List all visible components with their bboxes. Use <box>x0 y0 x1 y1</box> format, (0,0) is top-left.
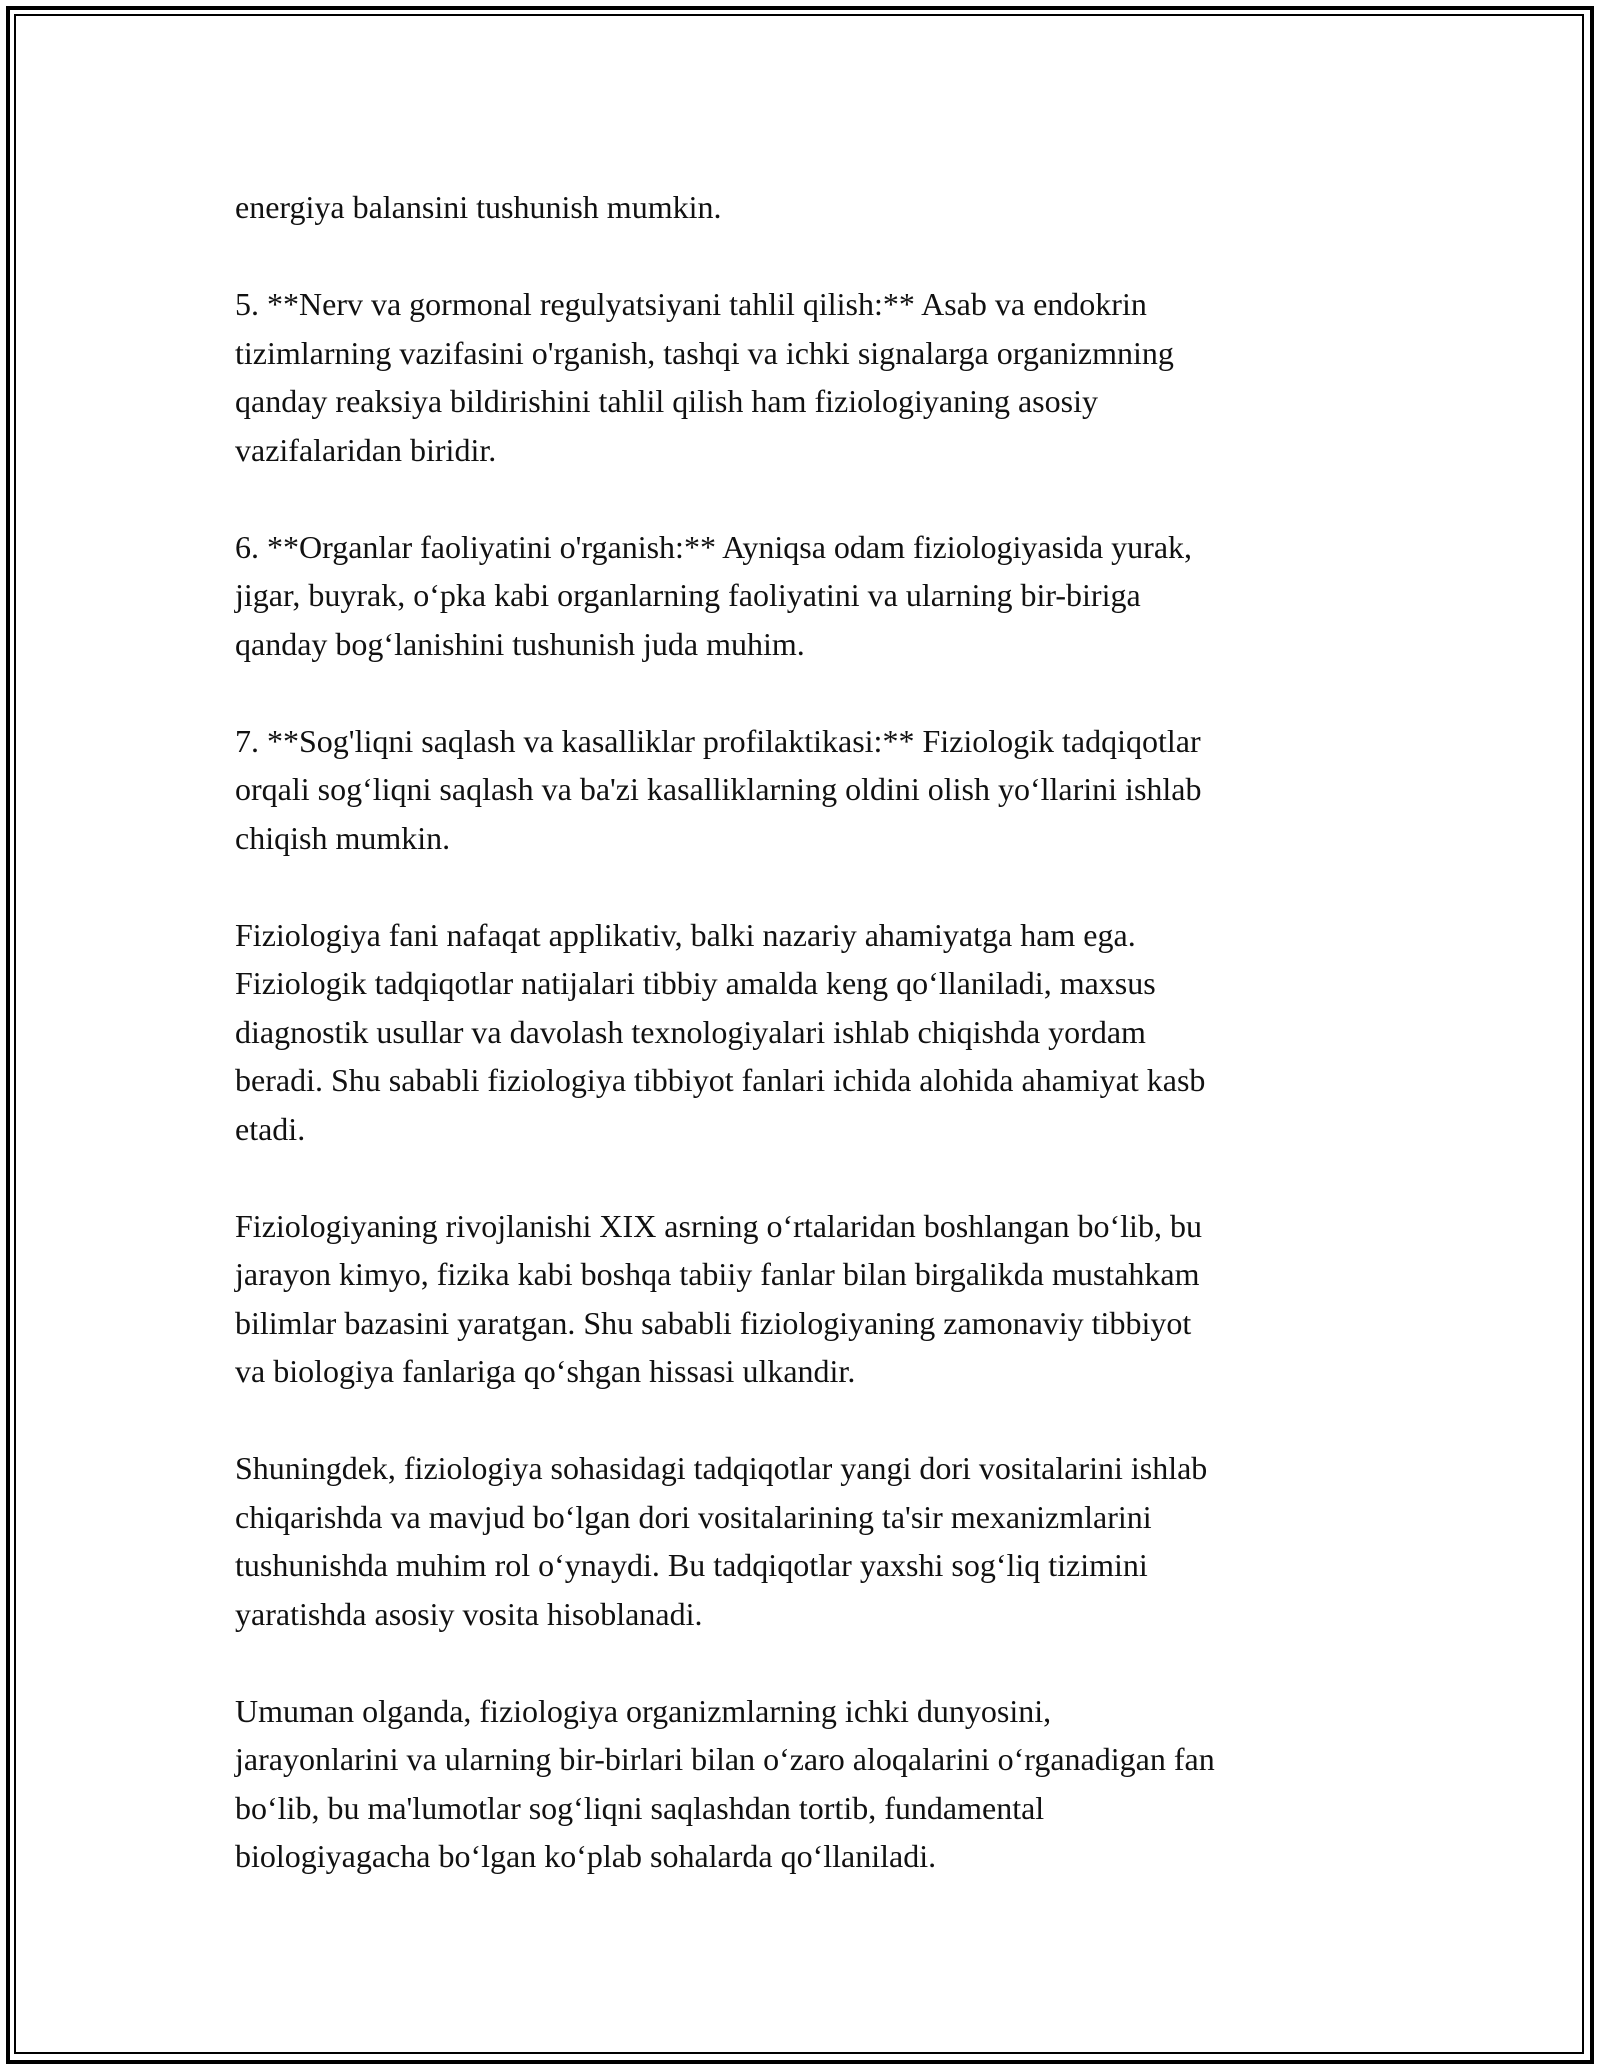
text-line: Umuman olganda, fiziologiya organizmlarning ichki dunyosini, <box>235 1692 1052 1729</box>
paragraph <box>235 523 1395 669</box>
text-line: yaratishda asosiy vosita hisoblanadi. <box>235 1595 703 1632</box>
text-line: vazifalaridan biridir. <box>235 431 497 468</box>
paragraph <box>235 280 1395 474</box>
text-line: diagnostik usullar va davolash texnologiyalari ishlab chiqishda yordam <box>235 1013 1146 1050</box>
text-line: Fiziologik tadqiqotlar natijalari tibbiy amalda keng qo‘llaniladi, maxsus <box>235 965 1156 1001</box>
text-line: energiya balansini tushunish mumkin. <box>235 189 722 225</box>
text-line: etadi. <box>235 1110 306 1147</box>
document-body <box>235 183 1395 1929</box>
text-line: tizimlarning vazifasini o'rganish, tashqi va ichki signalarga organizmning <box>235 334 1174 371</box>
text-line: bo‘lib, bu ma'lumotlar sog‘liqni saqlashdan tortib, fundamental <box>235 1789 1045 1826</box>
text-line: bilimlar bazasini yaratgan. Shu sababli fiziologiyaning zamonaviy tibbiyot <box>235 1304 1192 1341</box>
text-line: Fiziologiyaning rivojlanishi XIX asrning o‘rtalaridan boshlangan bo‘lib, bu <box>235 1207 1202 1244</box>
text-line: jigar, buyrak, o‘pka kabi organlarning faoliyatini va ularning bir-biriga <box>235 577 1141 613</box>
paragraph <box>235 1202 1395 1396</box>
paragraph <box>235 1444 1395 1638</box>
paragraph <box>235 1687 1395 1881</box>
text-line: jarayon kimyo, fizika kabi boshqa tabiiy fanlar bilan birgalikda mustahkam <box>235 1256 1200 1292</box>
text-line: va biologiya fanlariga qo‘shgan hissasi ulkandir. <box>235 1353 856 1389</box>
text-line: qanday bog‘lanishini tushunish juda muhim. <box>235 625 805 662</box>
text-line: beradi. Shu sababli fiziologiya tibbiyot fanlari ichida alohida ahamiyat kasb <box>235 1062 1206 1098</box>
text-line: chiqarishda va mavjud bo‘lgan dori vositalarining ta'sir mexanizmlarini <box>235 1498 1152 1535</box>
paragraph <box>235 911 1395 1154</box>
text-line: biologiyagacha bo‘lgan ko‘plab sohalarda qo‘llaniladi. <box>235 1838 937 1874</box>
paragraph <box>235 183 1395 232</box>
text-line: Fiziologiya fani nafaqat applikativ, balki nazariy ahamiyatga ham ega. <box>235 916 1136 953</box>
text-line: tushunishda muhim rol o‘ynaydi. Bu tadqiqotlar yaxshi sog‘liq tizimini <box>235 1547 1148 1583</box>
paragraph <box>235 717 1395 863</box>
text-line: jarayonlarini va ularning bir-birlari bilan o‘zaro aloqalarini o‘rganadigan fan <box>235 1741 1215 1777</box>
text-line: 6. **Organlar faoliyatini o'rganish:** Ayniqsa odam fiziologiyasida yurak, <box>235 528 1193 565</box>
text-line: qanday reaksiya bildirishini tahlil qilish ham fiziologiyaning asosiy <box>235 383 1098 419</box>
text-line: chiqish mumkin. <box>235 819 451 856</box>
text-line: Shuningdek, fiziologiya sohasidagi tadqiqotlar yangi dori vositalarini ishlab <box>235 1450 1208 1486</box>
text-line: orqali sog‘liqni saqlash va ba'zi kasalliklarning oldini olish yo‘llarini ishlab <box>235 771 1202 807</box>
text-line: 5. **Nerv va gormonal regulyatsiyani tahlil qilish:** Asab va endokrin <box>235 286 1147 322</box>
text-line: 7. **Sog'liqni saqlash va kasalliklar profilaktikasi:** Fiziologik tadqiqotlar <box>235 722 1201 759</box>
